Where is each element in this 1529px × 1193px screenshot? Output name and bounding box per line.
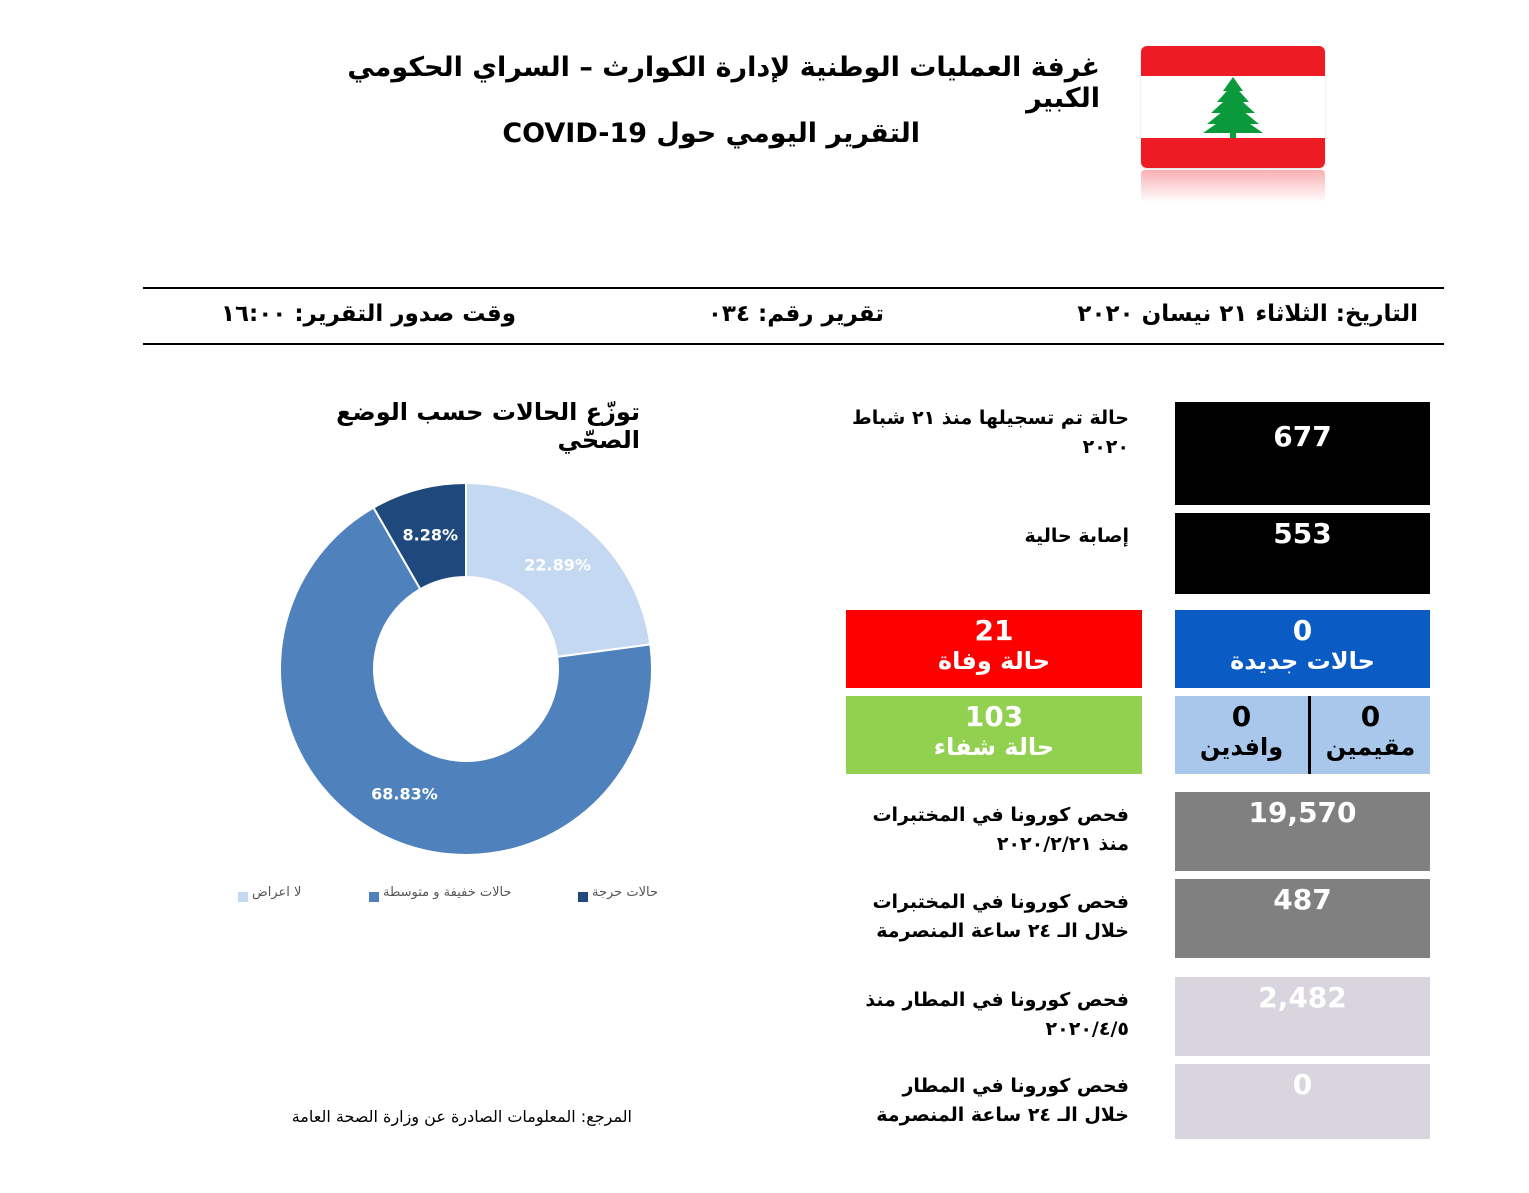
legend-swatch-1: [369, 892, 379, 902]
deaths-value: 21: [974, 614, 1014, 647]
airport-24h-value: 0: [1292, 1068, 1313, 1101]
active-cases-value: 553: [1273, 517, 1332, 550]
donut-label-2: 8.28%: [402, 525, 459, 545]
airport-total-label-line1: فحص كورونا في المطار منذ: [865, 989, 1129, 1011]
deaths-label: حالة وفاة: [937, 647, 1051, 675]
legend-label-0: لا اعراض: [252, 885, 302, 900]
deaths-box: [846, 610, 1142, 688]
active-cases-label: إصابة حالية: [1024, 525, 1129, 547]
page-subtitle: التقرير اليومي حول COVID-19: [502, 118, 920, 149]
flag-reflection: [1141, 170, 1325, 202]
total-cases-value: 677: [1273, 420, 1332, 453]
residents-value: 0: [1360, 700, 1381, 733]
legend-label-1: حالات خفيفة و متوسطة: [383, 885, 512, 900]
lab-total-label: [829, 801, 1129, 859]
page-title: غرفة العمليات الوطنية لإدارة الكوارث – السراي الحكومي الكبير: [347, 52, 1100, 114]
source-note: المرجع: المعلومات الصادرة عن وزارة الصحة العامة: [291, 1107, 632, 1126]
recovered-box: [846, 696, 1142, 774]
divider-top: [143, 287, 1444, 289]
recovered-label: حالة شفاء: [933, 733, 1055, 761]
airport-24h-label: [829, 1072, 1129, 1130]
legend-label-2: حالات حرجة: [592, 885, 658, 900]
legend-swatch-0: [238, 892, 248, 902]
report-number: تقرير رقم: ٠٣٤: [707, 301, 884, 327]
donut-chart: [270, 480, 662, 872]
total-cases-box: [1175, 402, 1430, 505]
report-date: التاريخ: الثلاثاء ٢١ نيسان ٢٠٢٠: [1077, 301, 1418, 327]
lab-total-label-line1: فحص كورونا في المختبرات: [872, 804, 1129, 826]
chart-title: توزّع الحالات حسب الوضع الصحّي: [336, 398, 640, 454]
airport-total-value: 2,482: [1258, 981, 1347, 1014]
arrivals-value: 0: [1231, 700, 1252, 733]
lab-24h-label-line1: فحص كورونا في المختبرات: [872, 891, 1129, 913]
lab-total-label-line2: منذ ٢٠٢٠/٢/٢١: [996, 833, 1129, 855]
lab-total-value: 19,570: [1248, 796, 1357, 829]
lab-total-box: [1175, 792, 1430, 871]
divider-bottom: [143, 343, 1444, 345]
airport-24h-box: [1175, 1064, 1430, 1139]
lebanon-flag-icon: [1141, 46, 1325, 168]
airport-total-label-line2: ٢٠٢٠/٤/٥: [1045, 1018, 1129, 1040]
lab-24h-label-line2: خلال الـ ٢٤ ساعة المنصرمة: [876, 920, 1129, 942]
airport-24h-label-line1: فحص كورونا في المطار: [902, 1075, 1129, 1097]
airport-total-box: [1175, 977, 1430, 1056]
report-issue-time: وقت صدور التقرير: ١٦:٠٠: [220, 301, 516, 327]
recovered-value: 103: [964, 700, 1024, 733]
new-cases-label: حالات جديدة: [1230, 647, 1375, 675]
lab-24h-value: 487: [1273, 883, 1332, 916]
arrivals-box: [1175, 696, 1308, 774]
arrivals-label: وافدين: [1199, 733, 1284, 761]
lab-24h-box: [1175, 879, 1430, 958]
new-cases-box: [1175, 610, 1430, 688]
donut-label-0: 22.89%: [524, 555, 591, 575]
airport-total-label: [829, 986, 1129, 1044]
new-cases-value: 0: [1292, 614, 1313, 647]
legend-swatch-2: [578, 892, 588, 902]
residents-box: [1311, 696, 1430, 774]
total-cases-label: حالة تم تسجيلها منذ ٢١ شباط ٢٠٢٠: [852, 407, 1129, 458]
airport-24h-label-line2: خلال الـ ٢٤ ساعة المنصرمة: [876, 1104, 1129, 1126]
donut-label-1: 68.83%: [371, 784, 438, 804]
active-cases-box: [1175, 513, 1430, 594]
chart-legend: [232, 885, 692, 909]
lab-24h-label: [829, 888, 1129, 946]
residents-label: مقيمين: [1325, 733, 1416, 761]
